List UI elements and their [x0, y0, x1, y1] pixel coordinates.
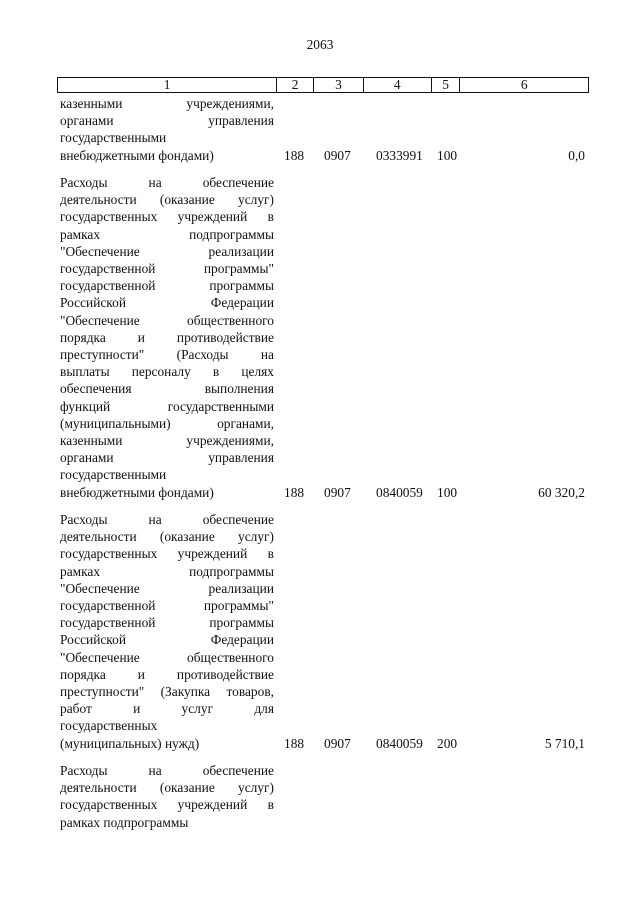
section-code: 0907 — [324, 147, 351, 163]
target-article-code: 0840059 — [376, 484, 423, 500]
header-col-4: 4 — [364, 78, 432, 92]
description-line: рамках подпрограммы — [60, 226, 274, 242]
table-row — [60, 762, 585, 831]
description-line: Российской Федерации — [60, 632, 274, 648]
description-line: "Обеспечение общественного — [60, 312, 274, 328]
header-col-1: 1 — [58, 78, 277, 92]
table-row — [60, 174, 585, 501]
header-col-3: 3 — [314, 78, 364, 92]
description-line: органами управления — [60, 450, 274, 466]
description-line: государственных учреждений в — [60, 546, 274, 562]
target-article-code: 0840059 — [376, 735, 423, 751]
description-line: внебюджетными фондами) — [60, 484, 214, 500]
expense-type-code: 100 — [437, 484, 458, 500]
description-line: порядка и противодействие — [60, 666, 274, 682]
description-line: рамках подпрограммы — [60, 563, 274, 579]
section-code: 0907 — [324, 735, 351, 751]
description-line: органами управления — [60, 113, 274, 129]
grbs-code: 188 — [284, 147, 305, 163]
description-line: деятельности (оказание услуг) — [60, 529, 274, 545]
description-line: государственной программы" — [60, 261, 274, 277]
table-header — [57, 77, 589, 93]
description-line: "Обеспечение общественного — [60, 649, 274, 665]
description-line: "Обеспечение реализации — [60, 580, 274, 596]
target-article-code: 0333991 — [376, 147, 423, 163]
description-line: Расходы на обеспечение — [60, 175, 274, 190]
grbs-code: 188 — [284, 735, 305, 751]
description-line: преступности" (Расходы на — [60, 347, 274, 363]
description-line: казенными учреждениями, — [60, 433, 274, 449]
expense-type-code: 200 — [437, 735, 458, 751]
description-line: казенными учреждениями, — [60, 96, 274, 111]
description-line: деятельности (оказание услуг) — [60, 192, 274, 208]
description-line: обеспечения выполнения — [60, 381, 274, 397]
description-line: рамках подпрограммы — [60, 814, 189, 830]
row-description — [60, 762, 274, 831]
grbs-code: 188 — [284, 484, 305, 500]
description-line: Расходы на обеспечение — [60, 763, 274, 778]
description-line: "Обеспечение реализации — [60, 243, 274, 259]
description-line: государственной программы — [60, 615, 274, 631]
description-line: выплаты персоналу в целях — [60, 364, 274, 380]
page-number: 2063 — [306, 37, 334, 52]
description-line: (муниципальными) органами, — [60, 415, 274, 431]
row-description — [60, 174, 274, 501]
table-row — [60, 511, 585, 752]
description-line: государственной программы" — [60, 598, 274, 614]
description-line: работ и услуг для — [60, 701, 274, 717]
table-row — [60, 95, 585, 164]
description-line: Расходы на обеспечение — [60, 512, 274, 527]
description-line: государственных учреждений в — [60, 209, 274, 225]
description-line: внебюджетными фондами) — [60, 147, 214, 163]
section-code: 0907 — [324, 484, 351, 500]
header-col-6: 6 — [520, 77, 528, 92]
description-line: государственными — [60, 130, 167, 146]
description-line: Российской Федерации — [60, 295, 274, 311]
amount: 5 710,1 — [544, 735, 585, 751]
amount: 0,0 — [568, 147, 585, 163]
description-line: преступности" (Закупка товаров, — [60, 684, 274, 700]
description-line: государственной программы — [60, 278, 274, 294]
description-line: государственными — [60, 467, 167, 483]
header-col-5: 5 — [432, 78, 461, 92]
row-description — [60, 511, 274, 752]
description-line: государственных — [60, 718, 158, 734]
description-line: (муниципальных) нужд) — [60, 735, 200, 751]
description-line: функций государственными — [60, 398, 274, 414]
expense-type-code: 100 — [437, 147, 458, 163]
description-line: порядка и противодействие — [60, 329, 274, 345]
amount: 60 320,2 — [538, 484, 585, 500]
description-line: государственных учреждений в — [60, 797, 274, 813]
description-line: деятельности (оказание услуг) — [60, 780, 274, 796]
header-col-2: 2 — [277, 78, 314, 92]
